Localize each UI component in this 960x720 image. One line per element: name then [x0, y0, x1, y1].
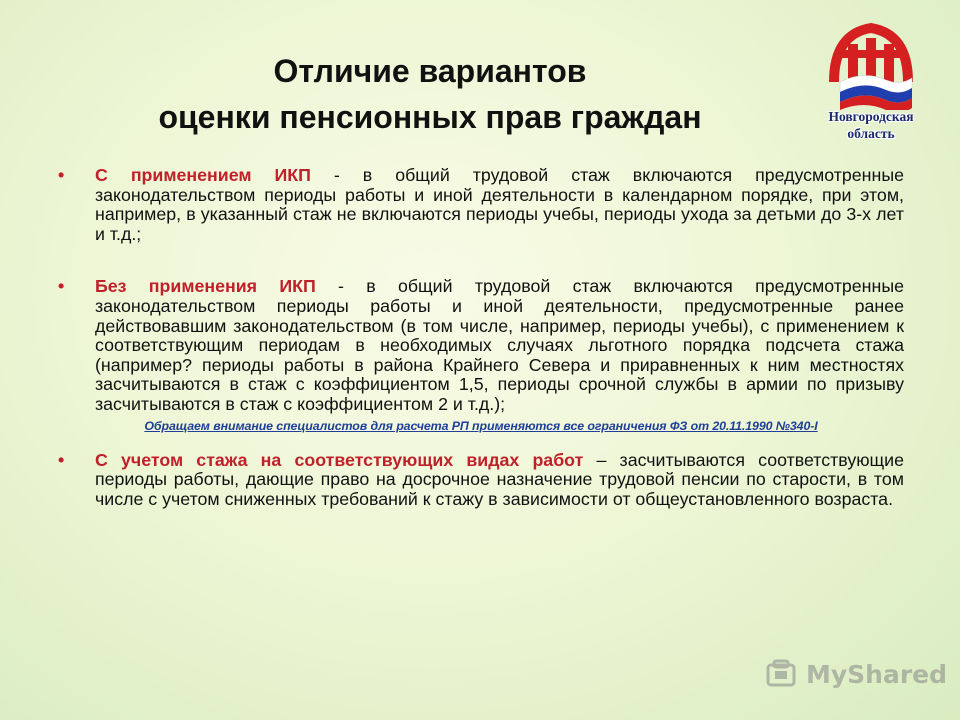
- bullet-text: – засчитываются соответствующие периоды работы, дающие право на досрочное назначение трудовой пенсии по старости, в том числе с учетом сниженных требований к стажу в зависимости от общеустановленного возраста.: [95, 449, 904, 509]
- bullet-list: [58, 166, 904, 509]
- title-line-1: Отличие вариантов: [273, 53, 587, 89]
- bullet-text: - в общий трудовой стаж включаются предусмотренные законодательством периоды работы и иной деятельности, предусмотренные ранее действовавшим законодательством (в том числе, например, периоды учебы), с применением к соответствующим периодам в необходимых случаях льготного порядка подсчета стажа (например? периоды работы в района Крайнего Севера и приравненных к ним местностях засчитываются в стаж с коэффициентом 1,5, периоды срочной службы в армии по призыву засчитываются в стаж с коэффициентом 2 и т.д.);: [95, 276, 904, 414]
- watermark-text: MyShared: [806, 659, 948, 689]
- bullet-lead: С применением ИКП: [95, 165, 311, 185]
- bullet-item: [58, 277, 904, 414]
- logo-caption-line-2: область: [847, 126, 895, 141]
- bullet-marker: •: [58, 276, 65, 297]
- pfr-emblem-icon: [812, 20, 930, 110]
- logo-caption: [812, 108, 930, 142]
- slide-title: [60, 48, 800, 140]
- notice-link[interactable]: Обращаем внимание специалистов для расчета РП применяются все ограничения ФЗ от 20.11.1990 №340-I: [144, 418, 818, 433]
- bullet-marker: •: [58, 449, 65, 470]
- title-line-2: оценки пенсионных прав граждан: [158, 99, 702, 135]
- logo-caption-line-1: Новгородская: [828, 109, 914, 124]
- bullet-lead: С учетом стажа на соответствующих видах работ: [95, 449, 584, 470]
- watermark: [766, 656, 947, 692]
- bullet-lead: Без применения ИКП: [95, 276, 316, 297]
- bullet-item: [58, 451, 904, 510]
- bullet-text: - в общий трудовой стаж включаются предусмотренные законодательством периоды работы и иной деятельности в календарном порядке, при этом, например, в указанный стаж не включаются периоды учебы, периоды ухода за детьми до 3-х лет и т.д.;: [95, 165, 904, 244]
- bullet-marker: •: [58, 165, 65, 185]
- region-logo: [812, 20, 930, 150]
- bullet-item: [58, 166, 904, 244]
- myshared-logo-icon: [766, 659, 800, 689]
